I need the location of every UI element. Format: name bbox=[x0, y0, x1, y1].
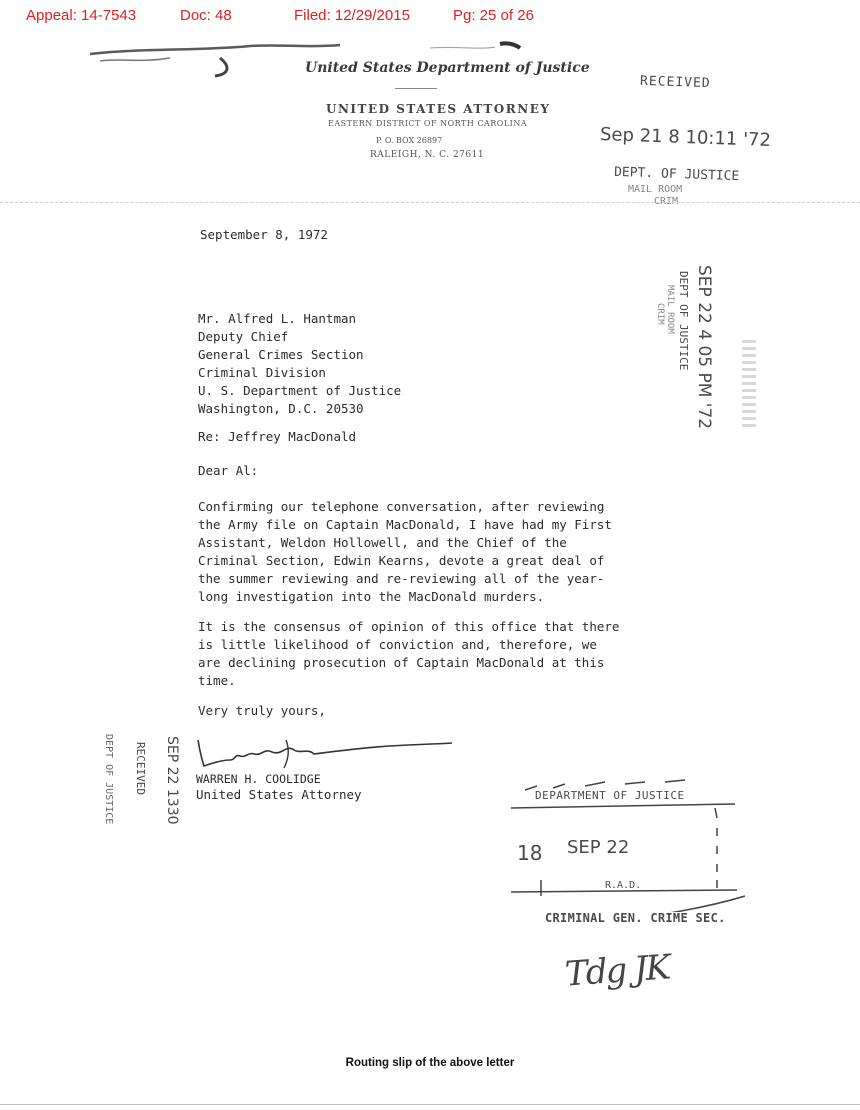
received-stamp bbox=[600, 72, 850, 212]
letterhead-rule bbox=[395, 88, 437, 89]
paragraph-line: Assistant, Weldon Hollowell, and the Chief of the bbox=[198, 535, 567, 550]
district-name: EASTERN DISTRICT OF NORTH CAROLINA bbox=[328, 119, 528, 128]
paragraph-line: long investigation into the MacDonald murders. bbox=[198, 589, 545, 604]
scan-line bbox=[0, 202, 860, 203]
figure-caption: Routing slip of the above letter bbox=[345, 1057, 515, 1069]
paragraph-line: Confirming our telephone conversation, after reviewing bbox=[198, 499, 605, 514]
vertical-stamp-left bbox=[66, 734, 196, 850]
address-line: Washington, D.C. 20530 bbox=[198, 401, 364, 416]
signer-title: United States Attorney bbox=[196, 787, 362, 802]
body-paragraph-1 bbox=[198, 498, 612, 606]
vertical-stamp-right-date: SEP 22 4 05 PM '72 bbox=[694, 265, 714, 430]
paragraph-line: the summer reviewing and re-reviewing all of the year- bbox=[198, 571, 605, 586]
doc-number: Doc: 48 bbox=[180, 7, 232, 24]
filing-header bbox=[0, 0, 860, 34]
city-address: RALEIGH, N. C. 27611 bbox=[370, 150, 485, 160]
address-line: U. S. Department of Justice bbox=[198, 383, 402, 398]
page-number: Pg: 25 of 26 bbox=[453, 7, 534, 24]
vertical-stamp-left-dept: DEPT OF JUSTICE bbox=[103, 734, 114, 825]
routing-department: DEPARTMENT OF JUSTICE bbox=[535, 789, 685, 802]
vertical-stamp-right-dept: DEPT OF JUSTICE bbox=[677, 271, 690, 371]
department-name: United States Department of Justice bbox=[305, 60, 590, 76]
vertical-stamp-right-room: MAIL ROOM bbox=[665, 285, 675, 334]
received-stamp-label: RECEIVED bbox=[639, 73, 711, 92]
routing-day: 18 bbox=[517, 841, 543, 865]
letter-date: September 8, 1972 bbox=[200, 227, 328, 242]
signer-name: WARREN H. COOLIDGE bbox=[196, 772, 321, 786]
routing-middle: R.A.D. bbox=[605, 880, 642, 891]
received-stamp-dept: DEPT. OF JUSTICE bbox=[613, 164, 740, 185]
office-name: UNITED STATES ATTORNEY bbox=[326, 102, 551, 116]
po-box: P. O. BOX 26897 bbox=[376, 136, 443, 145]
address-line: General Crimes Section bbox=[198, 347, 364, 362]
paragraph-line: is little likelihood of conviction and, therefore, we bbox=[198, 637, 597, 652]
paragraph-line: the Army file on Captain MacDonald, I have had my First bbox=[198, 517, 612, 532]
address-line: Mr. Alfred L. Hantman bbox=[198, 311, 357, 326]
routing-section: CRIMINAL GEN. CRIME SEC. bbox=[545, 911, 726, 925]
subject-line: Re: Jeffrey MacDonald bbox=[198, 429, 357, 444]
paragraph-line: Criminal Section, Edwin Kearns, devote a great deal of bbox=[198, 553, 605, 568]
received-stamp-room: MAIL ROOM bbox=[628, 184, 683, 195]
body-paragraph-2 bbox=[198, 618, 619, 690]
address-line: Deputy Chief bbox=[198, 329, 289, 344]
faint-stamp-mark bbox=[742, 340, 756, 430]
vertical-stamp-left-received: RECEIVED bbox=[134, 742, 147, 795]
recipient-address bbox=[198, 310, 401, 418]
routing-month: SEP 22 bbox=[567, 837, 630, 858]
address-line: Criminal Division bbox=[198, 365, 326, 380]
vertical-stamp-left-date: SEP 22 1330 bbox=[164, 736, 180, 825]
signature bbox=[190, 730, 460, 775]
paragraph-line: are declining prosecution of Captain MacDonald at this bbox=[198, 655, 605, 670]
filed-date: Filed: 12/29/2015 bbox=[294, 7, 410, 24]
paragraph-line: It is the consensus of opinion of this office that there bbox=[198, 619, 620, 634]
salutation: Dear Al: bbox=[198, 463, 259, 478]
received-stamp-crim: CRIM bbox=[654, 196, 679, 207]
bottom-rule bbox=[0, 1104, 860, 1105]
closing: Very truly yours, bbox=[198, 703, 326, 718]
appeal-number: Appeal: 14-7543 bbox=[26, 7, 137, 24]
paragraph-line: time. bbox=[198, 673, 236, 688]
routing-stamp bbox=[505, 772, 745, 925]
received-stamp-date: Sep 21 8 10:11 '72 bbox=[599, 124, 772, 151]
handwritten-initials: Tdg JK bbox=[563, 947, 671, 995]
signature-scribble bbox=[190, 730, 460, 775]
vertical-stamp-right bbox=[655, 265, 725, 525]
vertical-stamp-right-crim: CRIM bbox=[655, 303, 665, 325]
